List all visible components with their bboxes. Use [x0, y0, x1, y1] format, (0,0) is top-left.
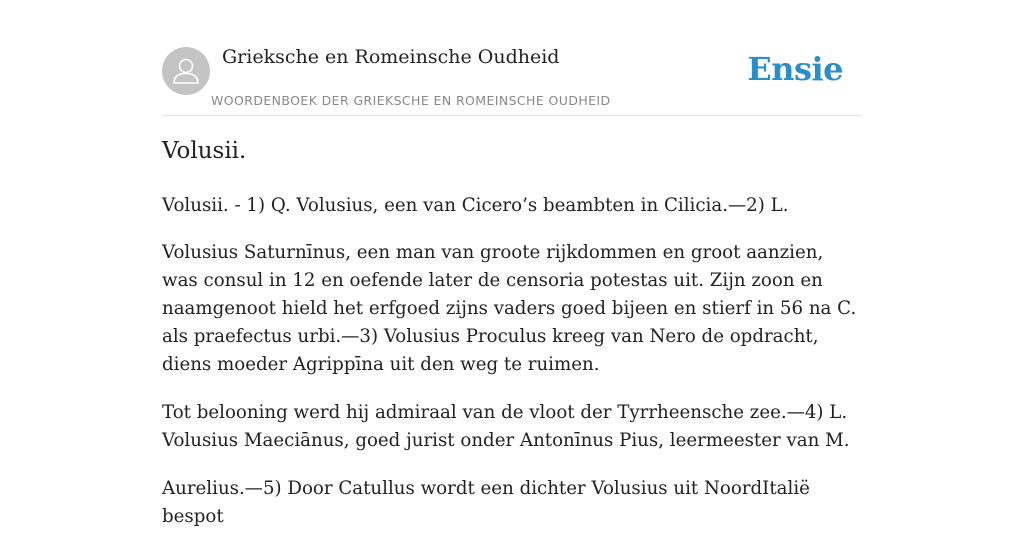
site-subtitle: WOORDENBOEK DER GRIEKSCHE EN ROMEINSCHE OUDHEID [211, 93, 611, 108]
article-paragraph: Volusius Saturnīnus, een man van groote rijkdommen en groot aanzien, was consul in 12 en oefende later de censoria potestas uit. Zijn zoon en naamgenoot hield het erfgoed zijns vaders goed bijeen en stierf in 56 na C. als praefectus urbi.—3) Volusius Proculus kreeg van Nero de opdracht, diens moeder Agrippīna uit den weg te ruimen. [162, 242, 857, 375]
article-paragraph: Volusii. - 1) Q. Volusius, een van Cicero’s beambten in Cilicia.—2) L. [162, 195, 789, 216]
page-title: Volusii. [162, 138, 247, 164]
header-divider [162, 115, 862, 116]
site-title[interactable]: Grieksche en Romeinsche Oudheid [222, 46, 560, 68]
brand-logo[interactable]: Ensie [747, 50, 843, 88]
avatar[interactable] [162, 47, 210, 95]
article-paragraph: Aurelius.—5) Door Catullus wordt een dichter Volusius uit NoordItalië bespot [162, 478, 810, 527]
article-paragraph: Tot belooning werd hij admiraal van de vloot der Tyrrheensche zee.—4) L. Volusius Maeciānus, goed jurist onder Antonīnus Pius, leermeester van M. [162, 402, 850, 451]
user-silhouette-icon [162, 47, 210, 95]
article-body [162, 192, 864, 551]
